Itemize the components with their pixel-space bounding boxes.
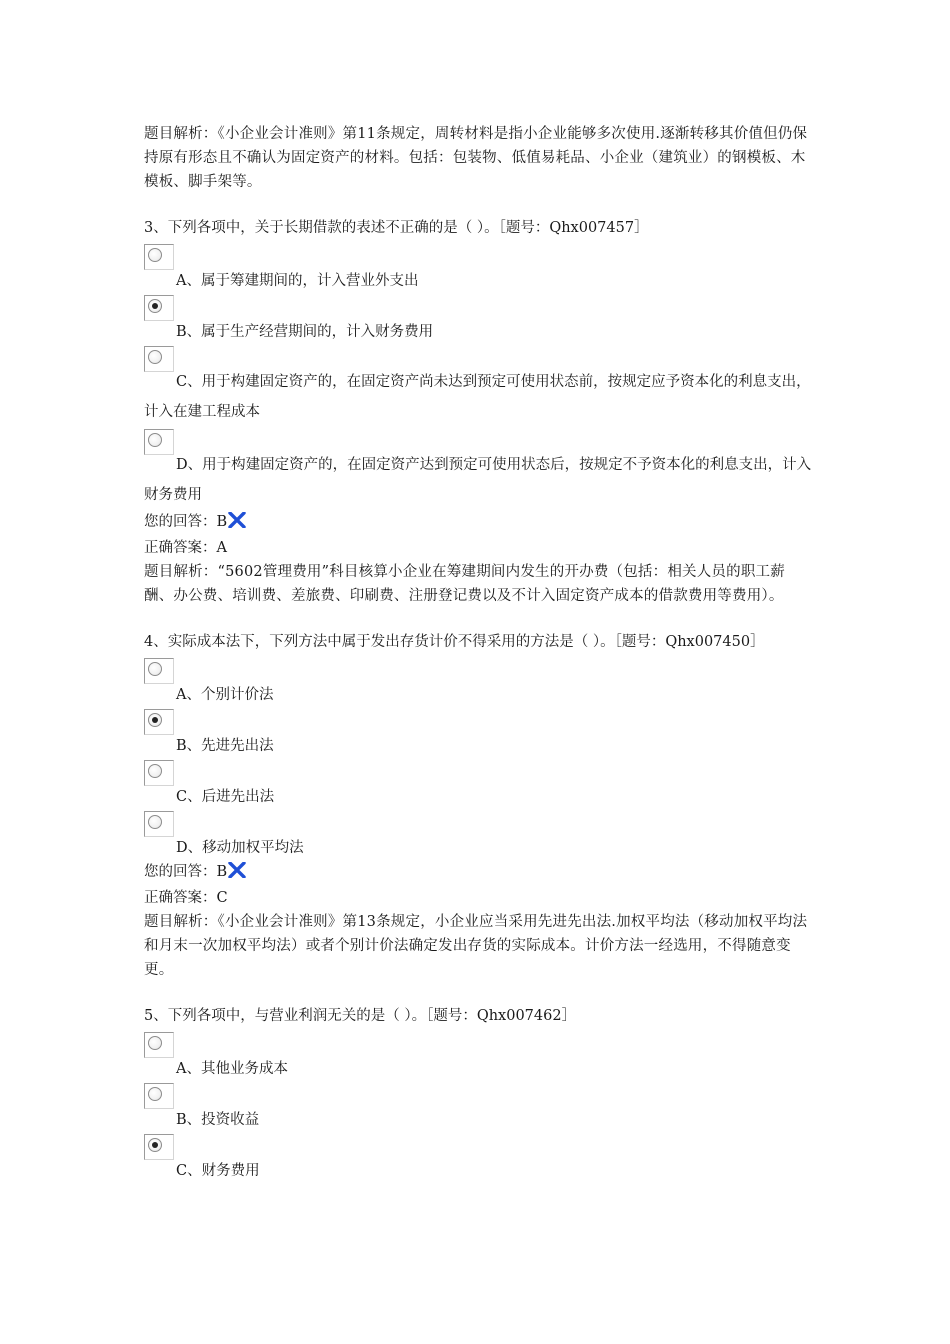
question-5 — [144, 1004, 812, 1183]
q3-option-d[interactable] — [144, 429, 812, 510]
q5-option-a-label: A、其他业务成本 — [176, 1061, 288, 1077]
radio-icon[interactable] — [148, 764, 162, 778]
q4-option-a-label: A、个别计价法 — [176, 687, 274, 703]
q3-option-b[interactable] — [144, 295, 812, 344]
q4-correct-answer: 正确答案：C — [144, 890, 228, 906]
q3-option-b-label: B、属于生产经营期间的，计入财务费用 — [176, 324, 434, 340]
q3-your-answer-text: 您的回答：B — [144, 514, 228, 530]
radio-frame — [144, 244, 174, 270]
q4-option-b-label: B、先进先出法 — [176, 738, 274, 754]
radio-checked-icon[interactable] — [148, 299, 162, 313]
q3-question-text: 3、下列各项中，关于长期借款的表述不正确的是（ ）。［题号：Qhx007457］ — [144, 220, 649, 236]
radio-icon[interactable] — [148, 662, 162, 676]
q4-option-b[interactable] — [144, 709, 812, 758]
q4-option-a[interactable] — [144, 658, 812, 707]
radio-frame — [144, 811, 174, 837]
q4-option-c[interactable] — [144, 760, 812, 809]
radio-icon[interactable] — [148, 1087, 162, 1101]
q3-correct-answer: 正确答案：A — [144, 540, 227, 556]
q5-option-c-label: C、财务费用 — [176, 1163, 260, 1179]
q3-option-a-label: A、属于筹建期间的，计入营业外支出 — [176, 273, 419, 289]
q4-your-answer-text: 您的回答：B — [144, 864, 228, 880]
radio-frame — [144, 1134, 174, 1160]
q2-analysis: 题目解析：《小企业会计准则》第11条规定，周转材料是指小企业能够多次使用.逐渐转移其价值但仍保持原有形态且不确认为固定资产的材料。包括：包装物、低值易耗品、小企业（建筑业）的钢模板、木模板、脚手架等。 — [144, 126, 808, 190]
q5-option-b[interactable] — [144, 1083, 812, 1132]
radio-checked-icon[interactable] — [148, 1138, 162, 1152]
radio-checked-icon[interactable] — [148, 713, 162, 727]
radio-frame — [144, 295, 174, 321]
q4-analysis: 题目解析：《小企业会计准则》第13条规定，小企业应当采用先进先出法.加权平均法（移动加权平均法和月末一次加权平均法）或者个别计价法确定发出存货的实际成本。计价方法一经选用，不得随意变更。 — [144, 914, 808, 978]
radio-icon[interactable] — [148, 433, 162, 447]
q3-option-c[interactable] — [144, 346, 812, 427]
question-4 — [144, 630, 812, 982]
radio-icon[interactable] — [148, 350, 162, 364]
q5-option-a[interactable] — [144, 1032, 812, 1081]
q3-analysis: 题目解析：“5602管理费用”科目核算小企业在筹建期间内发生的开办费（包括：相关人员的职工薪酬、办公费、培训费、差旅费、印刷费、注册登记费以及不计入固定资产成本的借款费用等费用）。 — [144, 564, 785, 604]
radio-frame — [144, 760, 174, 786]
cross-icon — [228, 512, 246, 536]
q3-option-d-label: D、用于构建固定资产的，在固定资产达到预定可使用状态后，按规定不予资本化的利息支出，计入财务费用 — [144, 457, 812, 503]
q4-option-d[interactable] — [144, 811, 812, 860]
radio-frame — [144, 1083, 174, 1109]
q4-option-c-label: C、后进先出法 — [176, 789, 275, 805]
radio-icon[interactable] — [148, 248, 162, 262]
cross-icon — [228, 862, 246, 886]
q4-option-d-label: D、移动加权平均法 — [176, 840, 304, 856]
radio-frame — [144, 658, 174, 684]
q5-question-text: 5、下列各项中，与营业利润无关的是（ ）。［题号：Qhx007462］ — [144, 1008, 577, 1024]
q4-question-text: 4、实际成本法下，下列方法中属于发出存货计价不得采用的方法是（ ）。［题号：Qhx007450］ — [144, 634, 765, 650]
q3-your-answer — [144, 510, 812, 536]
radio-icon[interactable] — [148, 1036, 162, 1050]
radio-icon[interactable] — [148, 815, 162, 829]
radio-frame — [144, 1032, 174, 1058]
q5-option-b-label: B、投资收益 — [176, 1112, 260, 1128]
q4-your-answer — [144, 860, 812, 886]
exam-review-page — [144, 122, 812, 1183]
radio-frame — [144, 429, 174, 455]
q3-option-a[interactable] — [144, 244, 812, 293]
q5-option-c[interactable] — [144, 1134, 812, 1183]
question-3 — [144, 216, 812, 608]
radio-frame — [144, 346, 174, 372]
q3-option-c-label: C、用于构建固定资产的，在固定资产尚未达到预定可使用状态前，按规定应予资本化的利息支出，计入在建工程成本 — [144, 374, 811, 420]
radio-frame — [144, 709, 174, 735]
